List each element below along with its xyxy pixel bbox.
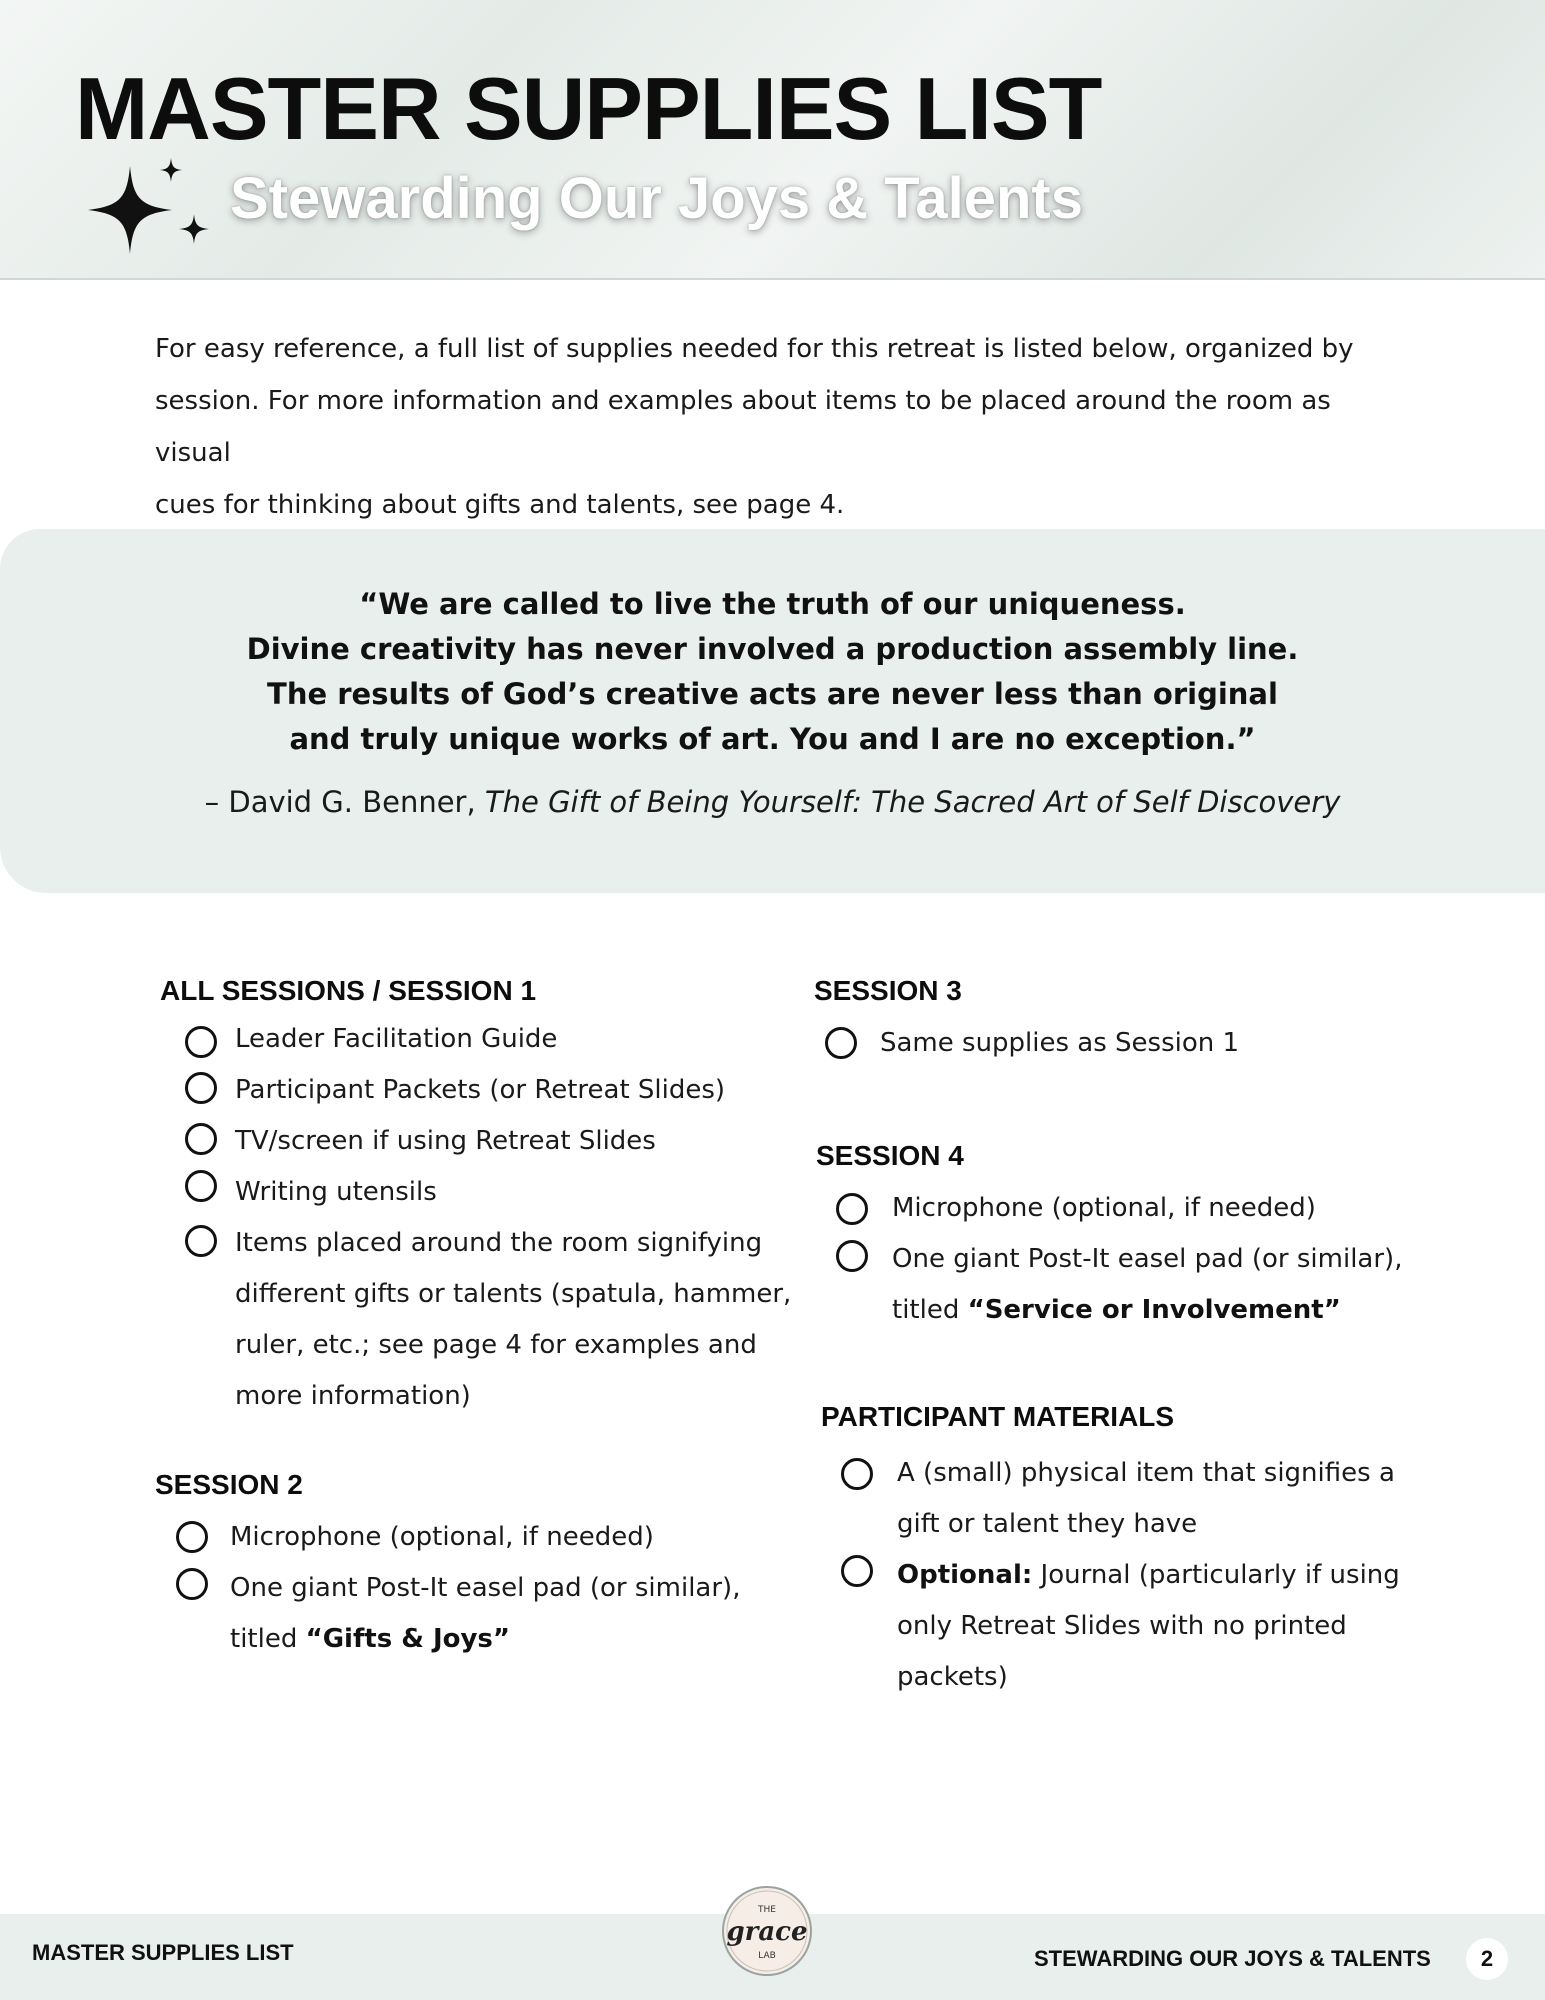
session4-heading: SESSION 4 (816, 1140, 964, 1171)
svg-text:THE: THE (758, 1905, 776, 1915)
intro-line: cues for thinking about gifts and talents, see page 4. (155, 490, 845, 520)
checkbox[interactable] (841, 1458, 873, 1490)
participant-item-multiline (897, 1550, 1400, 1703)
item-line: ruler, etc.; see page 4 for examples and (235, 1330, 757, 1360)
sparkles-icon (78, 158, 223, 263)
session1-item: TV/screen if using Retreat Slides (235, 1126, 656, 1156)
session4-item: Microphone (optional, if needed) (892, 1193, 1316, 1223)
attribution-author: – David G. Benner, (204, 785, 485, 819)
participant-item-multiline (897, 1448, 1395, 1550)
intro-line: For easy reference, a full list of supplies needed for this retreat is listed below, organized by (155, 334, 1354, 364)
quote-attribution (0, 785, 1545, 819)
quote-line: “We are called to live the truth of our uniqueness. (359, 587, 1186, 621)
session2-heading: SESSION 2 (155, 1469, 303, 1500)
session1-item: Leader Facilitation Guide (235, 1024, 558, 1054)
checkbox[interactable] (836, 1193, 868, 1225)
session1-item: Writing utensils (235, 1177, 437, 1207)
checkbox[interactable] (185, 1072, 217, 1104)
item-bold-text: “Gifts & Joys” (305, 1624, 510, 1654)
page-subtitle: Stewarding Our Joys & Talents (230, 166, 1084, 231)
participant-heading: PARTICIPANT MATERIALS (821, 1401, 1175, 1432)
item-line: packets) (897, 1662, 1008, 1692)
item-line (897, 1550, 1400, 1601)
checkbox[interactable] (185, 1170, 217, 1202)
intro-paragraph (155, 323, 1395, 531)
item-line: One giant Post-It easel pad (or similar), (892, 1244, 1403, 1274)
page-title: MASTER SUPPLIES LIST (75, 59, 1102, 158)
session2-item-multiline (230, 1563, 740, 1665)
item-line: A (small) physical item that signifies a (897, 1458, 1395, 1488)
footer-left-label: MASTER SUPPLIES LIST (32, 1940, 294, 1965)
quote-line: The results of God’s creative acts are never less than original (267, 677, 1278, 711)
session3-item: Same supplies as Session 1 (880, 1028, 1240, 1058)
svg-text:grace: grace (726, 1917, 808, 1947)
item-text: titled (892, 1295, 968, 1325)
checkbox[interactable] (841, 1555, 873, 1587)
item-line: gift or talent they have (897, 1509, 1198, 1539)
page-number: 2 (1466, 1938, 1508, 1980)
session1-heading: ALL SESSIONS / SESSION 1 (160, 975, 537, 1006)
session4-item-multiline (892, 1234, 1402, 1336)
quote-text (0, 582, 1545, 762)
checkbox[interactable] (185, 1026, 217, 1058)
item-line (230, 1614, 740, 1665)
session1-item-multiline (235, 1218, 791, 1422)
intro-line: session. For more information and examples about items to be placed around the room as visual (155, 386, 1331, 468)
item-line (892, 1285, 1402, 1336)
session3-heading: SESSION 3 (814, 975, 962, 1006)
quote-line: and truly unique works of art. You and I are no exception.” (289, 722, 1256, 756)
item-bold-text: “Service or Involvement” (967, 1295, 1341, 1325)
item-line: more information) (235, 1381, 471, 1411)
attribution-book-title: The Gift of Being Yourself: The Sacred Art of Self Discovery (484, 785, 1341, 819)
checkbox[interactable] (185, 1123, 217, 1155)
checkbox[interactable] (836, 1240, 868, 1272)
item-bold-text: Optional: (897, 1560, 1033, 1590)
quote-line: Divine creativity has never involved a production assembly line. (246, 632, 1299, 666)
checkbox[interactable] (185, 1225, 217, 1257)
footer-right-label: STEWARDING OUR JOYS & TALENTS (1034, 1946, 1431, 1971)
checkbox[interactable] (176, 1568, 208, 1600)
item-line: Items placed around the room signifying (235, 1228, 763, 1258)
checkbox[interactable] (176, 1521, 208, 1553)
grace-lab-logo (718, 1882, 816, 1980)
item-text: titled (230, 1624, 306, 1654)
item-text: Journal (particularly if using (1032, 1560, 1400, 1590)
item-line: only Retreat Slides with no printed (897, 1611, 1347, 1641)
svg-text:LAB: LAB (758, 1951, 776, 1961)
checkbox[interactable] (825, 1027, 857, 1059)
item-line: One giant Post-It easel pad (or similar), (230, 1573, 741, 1603)
session1-item: Participant Packets (or Retreat Slides) (235, 1075, 726, 1105)
item-line: different gifts or talents (spatula, hammer, (235, 1279, 792, 1309)
session2-item: Microphone (optional, if needed) (230, 1522, 654, 1552)
